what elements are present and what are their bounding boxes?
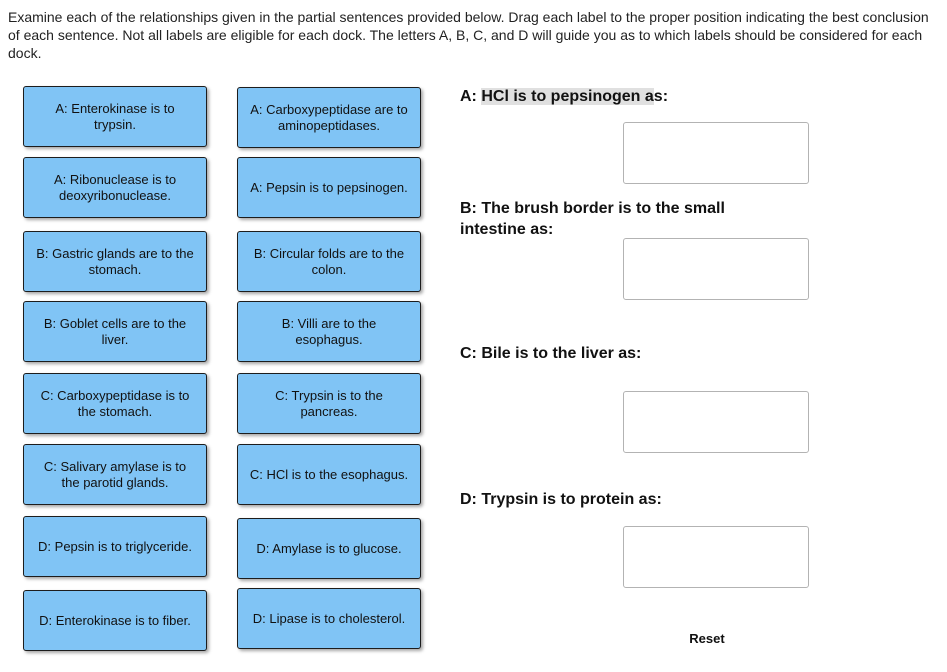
question-a xyxy=(460,86,800,107)
draggable-label[interactable]: A: Ribonuclease is to deoxyribonuclease. xyxy=(23,157,207,218)
dock-c[interactable] xyxy=(623,391,809,453)
draggable-label[interactable]: A: Pepsin is to pepsinogen. xyxy=(237,157,421,218)
draggable-label[interactable]: B: Villi are to the esophagus. xyxy=(237,301,421,362)
draggable-label[interactable]: D: Amylase is to glucose. xyxy=(237,518,421,579)
instructions-text: Examine each of the relationships given in the partial sentences provided below. Drag each label to the proper position indicating the best conclusion of each sentence. Not all labels are eligible for each dock. The letters A, B, C, and D will guide you as to which labels should be considered for each dock. xyxy=(8,9,929,61)
draggable-label[interactable]: B: Gastric glands are to the stomach. xyxy=(23,231,207,292)
draggable-label[interactable]: B: Goblet cells are to the liver. xyxy=(23,301,207,362)
dock-b[interactable] xyxy=(623,238,809,300)
draggable-label[interactable]: C: Salivary amylase is to the parotid glands. xyxy=(23,444,207,505)
question-a-suffix: s: xyxy=(653,88,669,105)
dock-d[interactable] xyxy=(623,526,809,588)
draggable-label[interactable]: C: Carboxypeptidase is to the stomach. xyxy=(23,373,207,434)
draggable-label[interactable]: D: Lipase is to cholesterol. xyxy=(237,588,421,649)
question-c: C: Bile is to the liver as: xyxy=(460,345,642,362)
reset-button[interactable]: Reset xyxy=(672,629,742,649)
question-a-highlight: HCl is to pepsinogen a xyxy=(481,88,654,105)
question-b: B: The brush border is to the small intestine as: xyxy=(460,200,725,238)
draggable-label[interactable]: C: Trypsin is to the pancreas. xyxy=(237,373,421,434)
draggable-label[interactable]: D: Pepsin is to triglyceride. xyxy=(23,516,207,577)
question-a-prefix: A: xyxy=(460,88,482,105)
dock-a[interactable] xyxy=(623,122,809,184)
draggable-label[interactable]: B: Circular folds are to the colon. xyxy=(237,231,421,292)
question-d: D: Trypsin is to protein as: xyxy=(460,491,662,508)
draggable-label[interactable]: A: Enterokinase is to trypsin. xyxy=(23,86,207,147)
draggable-label[interactable]: C: HCl is to the esophagus. xyxy=(237,444,421,505)
draggable-label[interactable]: A: Carboxypeptidase are to aminopeptidases. xyxy=(237,87,421,148)
draggable-label[interactable]: D: Enterokinase is to fiber. xyxy=(23,590,207,651)
